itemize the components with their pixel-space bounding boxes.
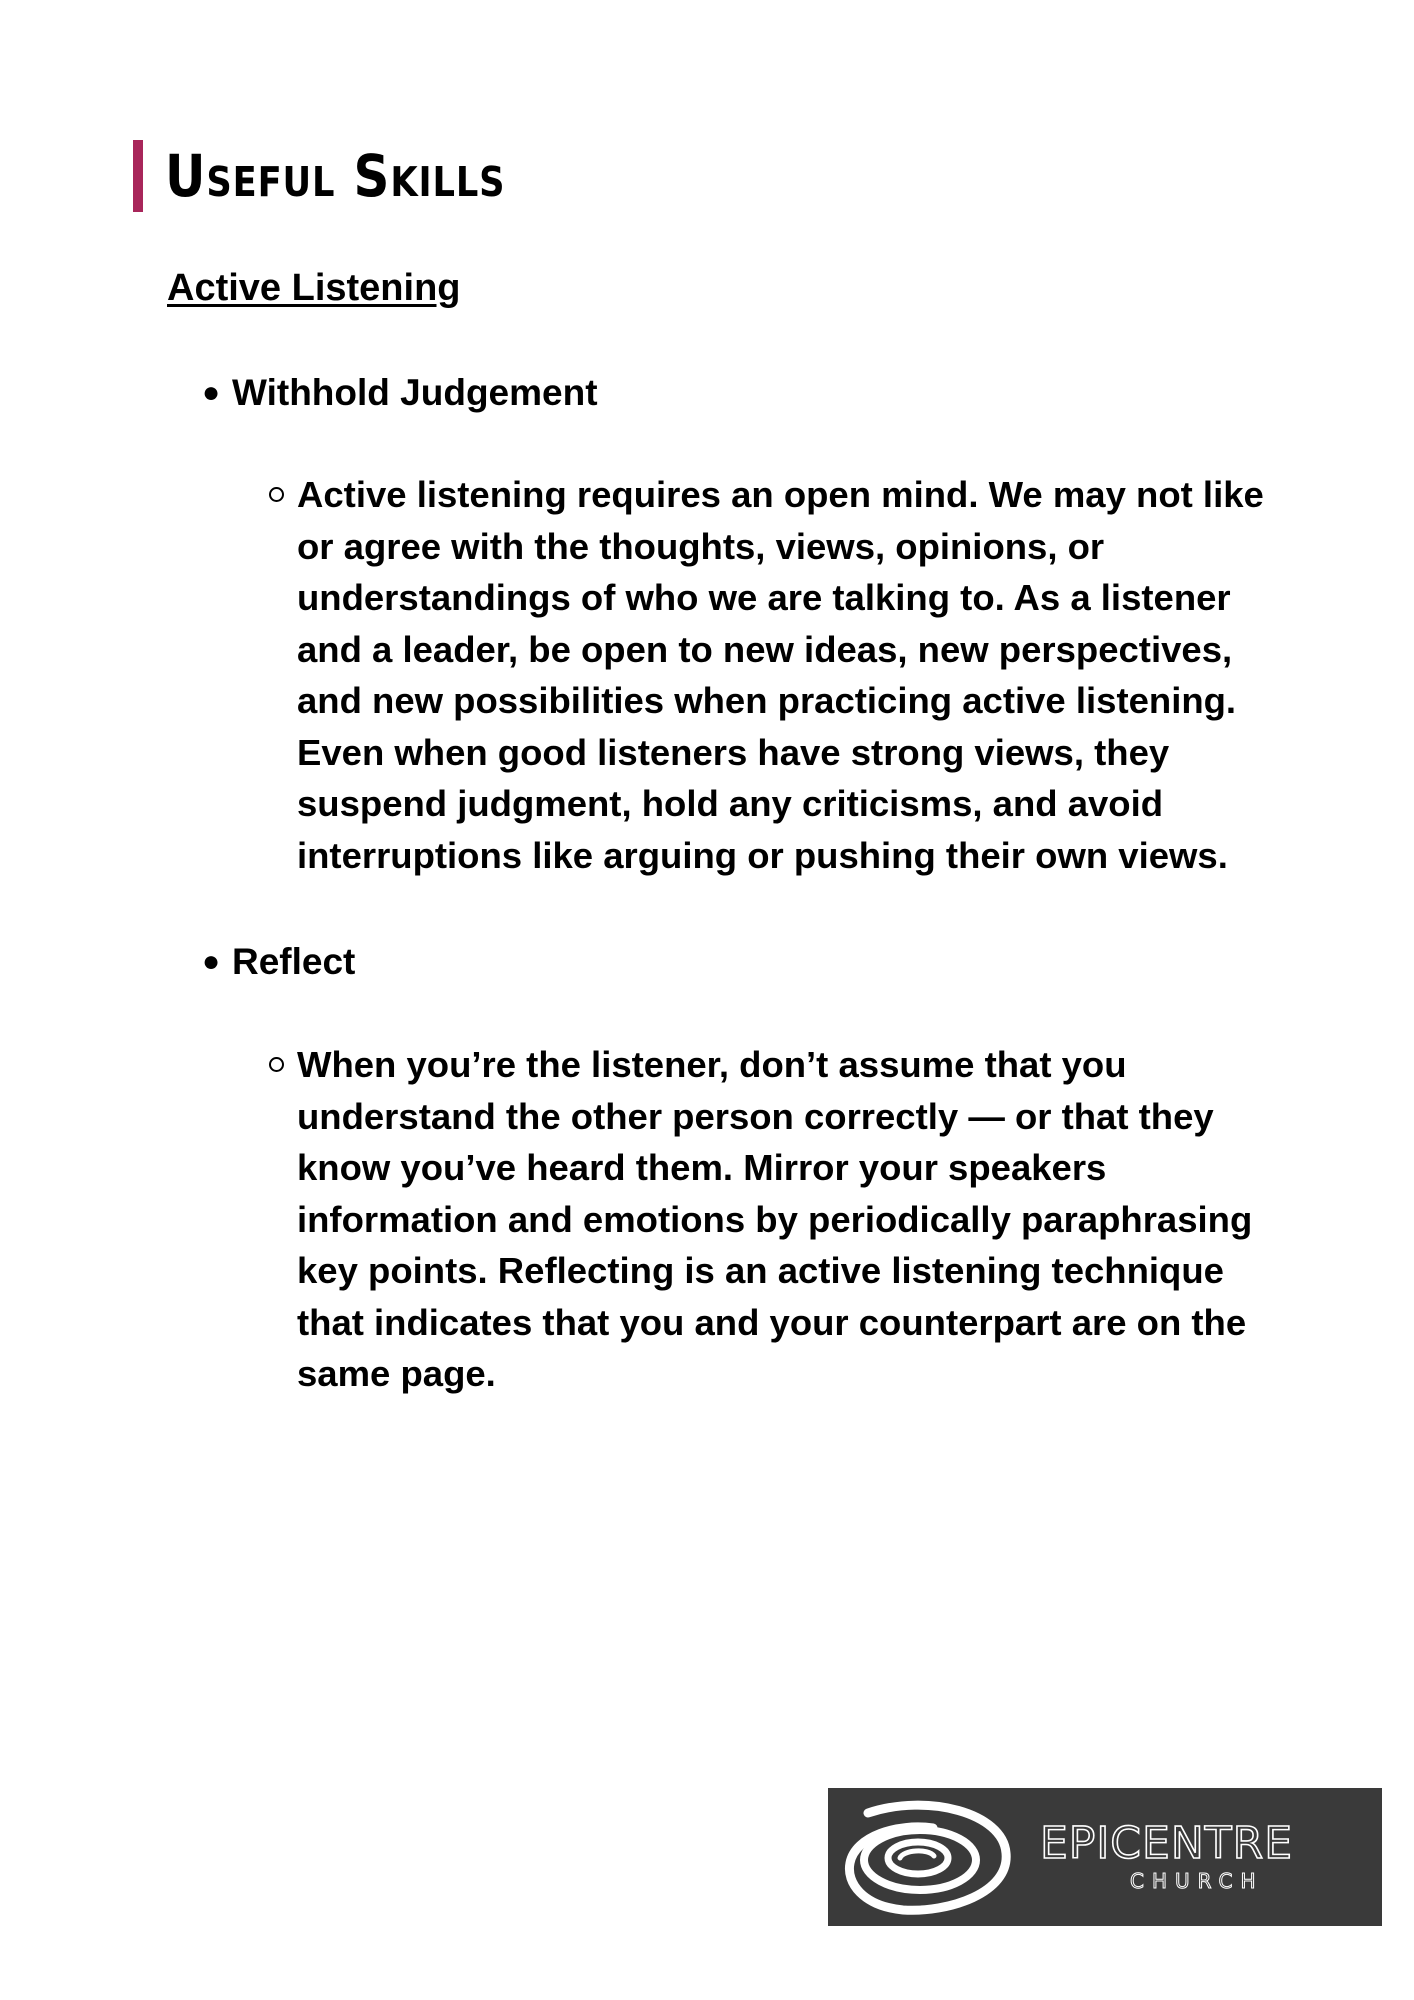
section-withhold-judgement [190, 367, 1310, 881]
sub-bullet-text: Active listening requires an open mind. We may not like or agree with the thoughts, views, opinions, or understandings of who we are talking to. As a listener and a leader, be open to new ideas, new perspectives, and new possibilities when practicing active listening. Even when good listeners have strong views, they suspend judgment, hold any criticisms, and avoid interruptions like arguing or pushing their own views. [297, 474, 1264, 876]
heading-accent-bar [133, 140, 143, 212]
spiral-logo-icon [828, 1788, 1018, 1926]
hollow-circle-bullet-icon [255, 469, 297, 502]
sub-bullet-item [255, 469, 1310, 881]
section-reflect [190, 936, 1310, 1400]
sub-bullet-text: When you’re the listener, don’t assume that you understand the other person correctly — or that they know you’ve heard them. Mirror your speakers information and emotions by periodically paraphrasing key points. Reflecting is an active listening technique that indicates that you and your counterpart are on the same page. [297, 1044, 1253, 1394]
page-title: Useful Skills [165, 142, 506, 210]
bullet-title: Withhold Judgement [232, 372, 598, 413]
section-subheading: Active Listening [167, 267, 461, 309]
bullet-dot-icon: ● [201, 945, 221, 978]
bullet-dot-icon: ● [201, 376, 221, 409]
logo-wordmark: EPICENTRE [1040, 1818, 1293, 1869]
bullet-item [190, 367, 1310, 419]
hollow-circle-bullet-icon [255, 1039, 297, 1072]
bullet-title: Reflect [232, 941, 356, 982]
page-heading-block [133, 140, 561, 212]
sub-bullet-item [255, 1039, 1310, 1400]
bullet-item [190, 936, 1310, 988]
church-logo [828, 1788, 1382, 1926]
logo-subtitle: CHURCH [1130, 1869, 1264, 1893]
